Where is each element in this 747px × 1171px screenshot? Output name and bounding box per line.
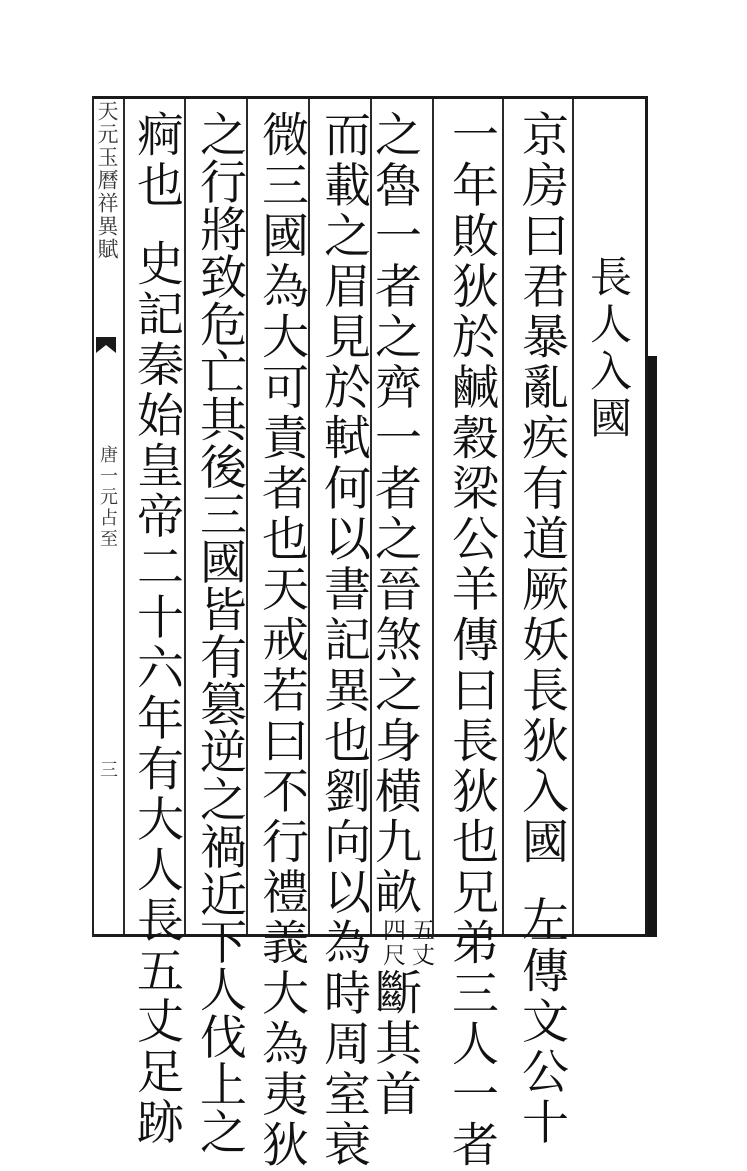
column-text: 微三國為大可責者也天戒若曰不行禮義大為夷狄 — [254, 110, 309, 1171]
text-column-6 — [189, 110, 249, 1155]
text-column-2 — [441, 110, 501, 1171]
column-text: 痾也 — [129, 110, 184, 211]
margin-chapter-label: 唐一元占至 — [97, 445, 118, 550]
column-text: 而載之眉見於軾何以書記異也劉向以為時周室衰 — [316, 110, 371, 1171]
column-text-tail: 史記秦始皇帝二十六年有大人長五丈足跡 — [129, 239, 184, 1148]
text-column-4 — [313, 110, 373, 1171]
text-column-1 — [511, 110, 571, 1148]
text-column-3 — [367, 110, 435, 1120]
column-text: 一年敗狄於鹹穀梁公羊傳曰長狄也兄弟三人一者 — [444, 110, 499, 1171]
text-column-7 — [126, 110, 186, 1148]
column-text: 京房曰君暴亂疾有道厥妖長狄入國 — [514, 110, 569, 868]
margin-page-number: 三 — [97, 760, 118, 778]
interlinear-note: 五丈四尺 — [379, 918, 434, 968]
binding-shadow — [648, 356, 657, 937]
column-text-tail: 斷其首 — [367, 968, 422, 1120]
column-rule — [572, 99, 574, 934]
column-text: 之魯一者之齊一者之晉煞之身横九畝 — [367, 110, 422, 918]
column-rule — [502, 99, 504, 934]
margin-book-title: 天元玉曆祥異賦 — [95, 100, 119, 261]
text-column-5 — [251, 110, 311, 1171]
column-text: 之行將致危亡其後三國皆有篡逆之禍近下人伐上之 — [192, 110, 247, 1155]
column-rule — [123, 99, 125, 934]
column-text-tail: 左傳文公十 — [514, 895, 569, 1148]
fish-tail-ornament — [95, 336, 117, 354]
section-heading: 長人入國 — [584, 255, 633, 443]
